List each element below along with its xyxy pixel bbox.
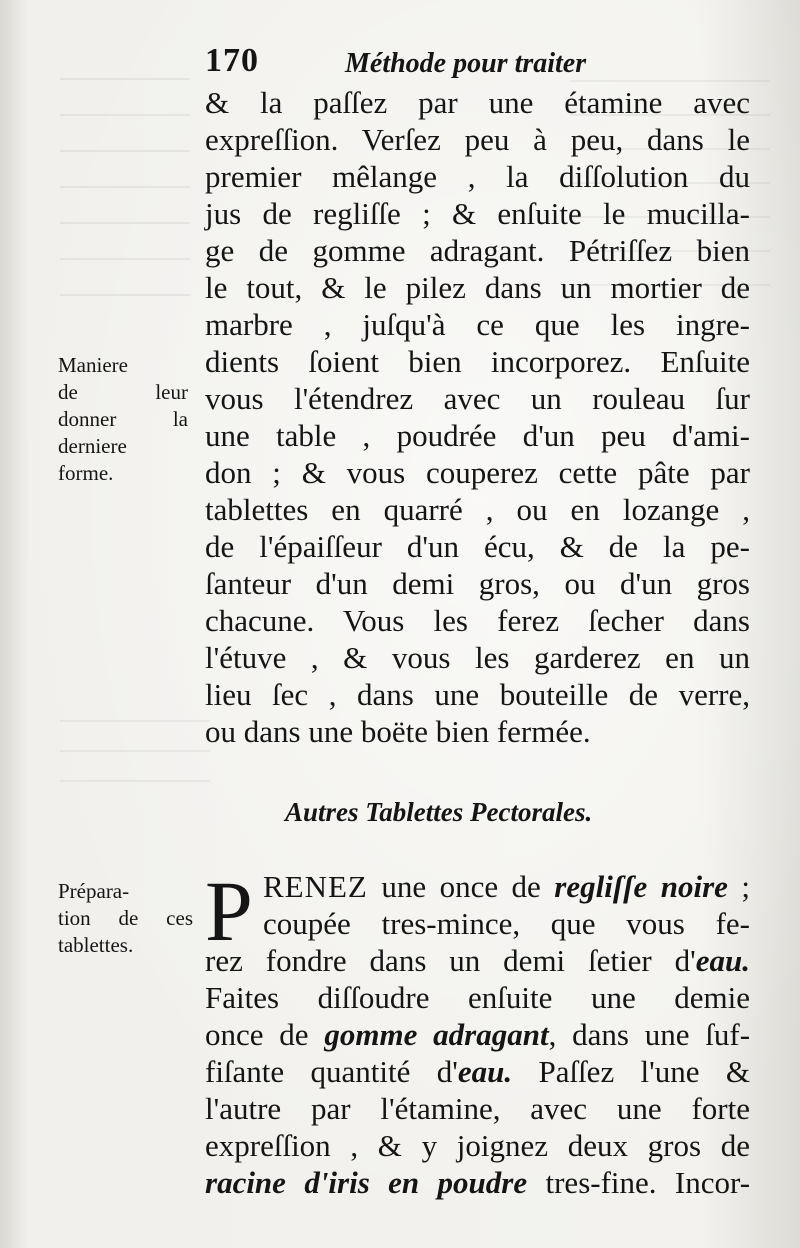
paragraph-1 bbox=[205, 84, 750, 750]
running-head bbox=[205, 42, 725, 82]
text-line: l'autre par l'étamine, avec une forte bbox=[205, 1091, 750, 1126]
text-line: ou dans une boëte bien fermée. bbox=[205, 714, 591, 749]
bleed-through-shadow bbox=[60, 720, 210, 810]
margin-note-line: tion de ces bbox=[58, 906, 193, 930]
text-line: l'étuve , & vous les garderez en un bbox=[205, 640, 750, 675]
margin-note-line: Maniere bbox=[58, 353, 128, 377]
text-line: vous l'étendrez avec un rouleau ſur bbox=[205, 381, 750, 416]
text-run: , dans une ſuf- bbox=[548, 1017, 751, 1052]
text-line: ſanteur d'un demi gros, ou d'un gros bbox=[205, 566, 750, 601]
text-line bbox=[205, 1164, 750, 1201]
small-caps-word: RENEZ bbox=[263, 869, 368, 904]
page-number: 170 bbox=[205, 42, 259, 79]
text-run: fiſante quantité d' bbox=[205, 1054, 458, 1089]
italic-term: eau. bbox=[695, 943, 750, 978]
text-line: premier mêlange , la diſſolution du bbox=[205, 159, 750, 194]
text-line: coupée tres-mince, que vous fe- bbox=[263, 906, 750, 941]
text-line bbox=[205, 1053, 750, 1090]
text-line: jus de regliſſe ; & enſuite le mucilla- bbox=[205, 196, 750, 231]
margin-note-line: Prépara- bbox=[58, 879, 130, 903]
italic-term: eau. bbox=[457, 1054, 513, 1089]
italic-term: regliſſe noire bbox=[554, 869, 728, 904]
text-line: le tout, & le pilez dans un mortier de bbox=[205, 270, 750, 305]
margin-note-preparation bbox=[58, 878, 193, 959]
text-run: rez fondre dans un demi ſetier d' bbox=[205, 943, 696, 978]
drop-cap: P bbox=[205, 863, 253, 959]
text-line: & la paſſez par une étamine avec bbox=[205, 85, 750, 120]
italic-term: gomme adragant bbox=[324, 1017, 549, 1052]
section-title: Autres Tablettes Pectorales. bbox=[285, 797, 593, 827]
text-line: expreſſion , & y joignez deux gros de bbox=[205, 1128, 750, 1163]
text-line: une table , poudrée d'un peu d'ami- bbox=[205, 418, 750, 453]
text-run: Paſſez l'une & bbox=[538, 1054, 750, 1089]
text-line: de l'épaiſſeur d'un écu, & de la pe- bbox=[205, 529, 750, 564]
margin-note-line: derniere bbox=[58, 434, 127, 458]
text-line: Faites diſſoudre enſuite une demie bbox=[205, 980, 750, 1015]
text-line bbox=[205, 942, 750, 979]
text-line: ge de gomme adragant. Pétriſſez bien bbox=[205, 233, 750, 268]
text-line: expreſſion. Verſez peu à peu, dans le bbox=[205, 122, 750, 157]
text-run: once de bbox=[205, 1017, 309, 1052]
margin-note-line: forme. bbox=[58, 461, 114, 485]
text-run: une once de bbox=[381, 869, 541, 904]
bleed-through-shadow bbox=[60, 78, 190, 318]
margin-note-line: de leur bbox=[58, 380, 188, 404]
margin-note-line: tablettes. bbox=[58, 933, 134, 957]
text-run: ; bbox=[741, 869, 750, 904]
paragraph-2 bbox=[205, 863, 751, 1201]
text-run: tres-fine. Incor- bbox=[545, 1165, 751, 1200]
text-line bbox=[205, 1016, 750, 1053]
text-line: dients ſoient bien incorporez. Enſuite bbox=[205, 344, 750, 379]
text-line bbox=[263, 868, 750, 905]
text-line: tablettes en quarré , ou en lozange , bbox=[205, 492, 750, 527]
margin-note-forme bbox=[58, 352, 188, 487]
text-line: don ; & vous couperez cette pâte par bbox=[205, 455, 750, 490]
italic-term: racine d'iris en poudre bbox=[205, 1165, 528, 1200]
text-line: marbre , juſqu'à ce que les ingre- bbox=[205, 307, 750, 342]
text-line: lieu ſec , dans une bouteille de verre, bbox=[205, 677, 750, 712]
text-line: chacune. Vous les ferez ſecher dans bbox=[205, 603, 750, 638]
running-title: Méthode pour traiter bbox=[345, 48, 587, 79]
margin-note-line: donner la bbox=[58, 407, 188, 431]
